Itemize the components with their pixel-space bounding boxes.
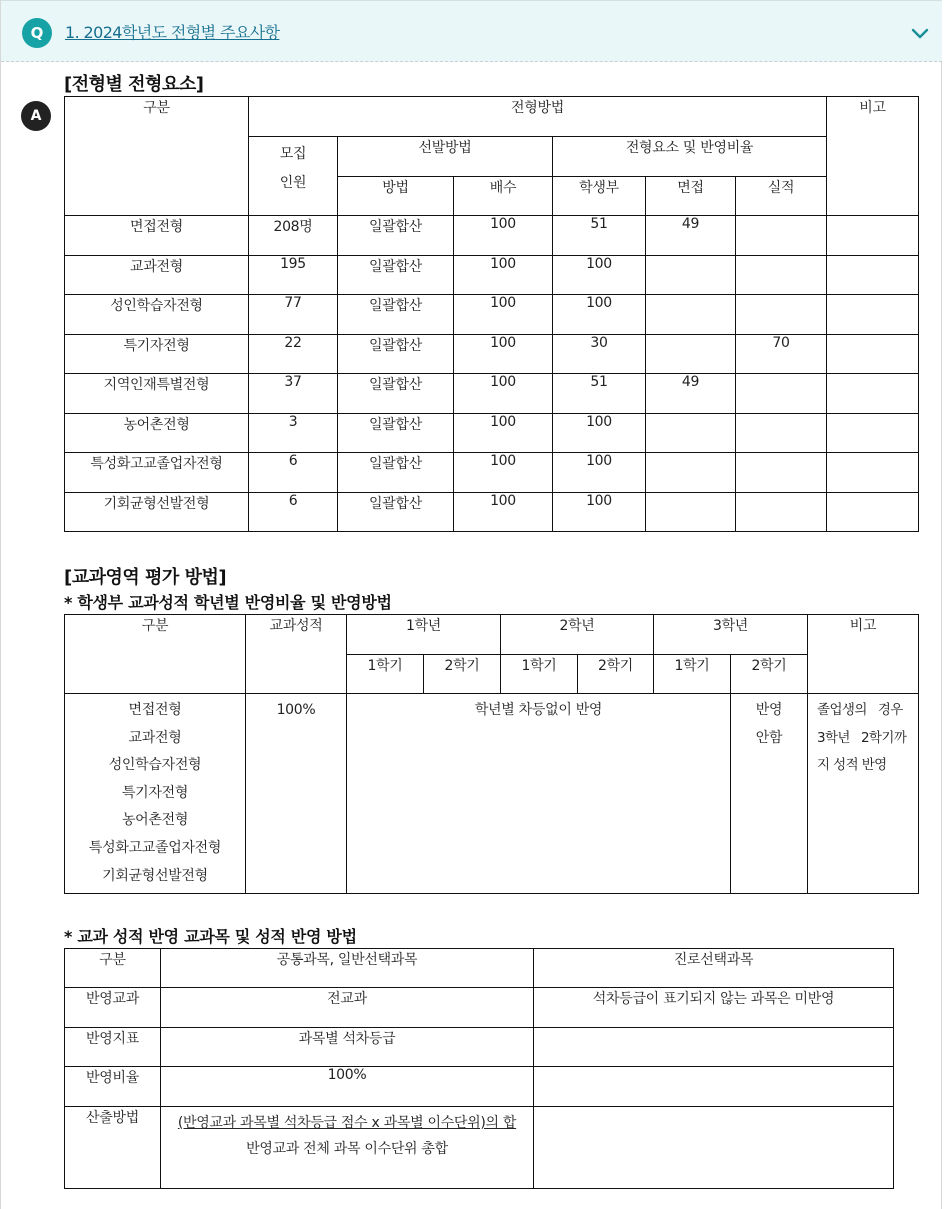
cell-record: 100 [553,295,646,335]
header-remarks: 비고 [827,97,919,216]
header-y1-sem1: 1학기 [347,655,424,694]
subject-method-table [64,948,894,1189]
table-row [65,414,919,453]
type-item: 특기자전형 [121,784,189,801]
header-y1-sem2: 2학기 [424,655,501,694]
cell-record: 51 [553,216,646,256]
cell-common: 전교과 [161,988,534,1028]
not-applied-line1: 반영 [755,702,783,718]
cell-common: 100% [161,1067,534,1107]
cell-remarks: 졸업생의 경우 3학년 2학기까지 성적 반영 [808,694,919,894]
header-common: 공통과목, 일반선택과목 [161,949,534,988]
cell-applied: 학년별 차등없이 반영 [347,694,731,894]
header-remarks: 비고 [808,615,919,694]
table-row [65,694,919,894]
cell-interview [646,414,736,453]
table-row [65,1028,894,1067]
admission-elements-table [64,96,919,532]
table-row [65,1107,894,1189]
chevron-down-icon[interactable] [909,22,931,44]
cell-method: 일괄합산 [338,453,454,493]
cell-multiple: 100 [454,414,553,453]
header-y2-sem2: 2학기 [578,655,654,694]
cell-label: 반영지표 [65,1028,161,1067]
type-item: 기회균형선발전형 [102,867,208,884]
cell-career [534,1107,894,1189]
section-heading-subject-evaluation: [교과영역 평가 방법] [64,567,227,588]
type-item: 농어촌전형 [121,812,189,829]
cell-achievement [736,216,827,256]
cell-interview: 49 [646,374,736,414]
question-header[interactable] [1,0,942,62]
cell-type: 교과전형 [65,256,249,295]
cell-career [534,1028,894,1067]
cell-count: 77 [249,295,338,335]
header-year3: 3학년 [654,615,808,655]
cell-method: 일괄합산 [338,216,454,256]
cell-achievement [736,295,827,335]
cell-count: 22 [249,335,338,374]
table-row [65,256,919,295]
cell-count: 6 [249,453,338,493]
header-school-record: 학생부 [553,177,646,216]
cell-method: 일괄합산 [338,295,454,335]
cell-common: 과목별 석차등급 [161,1028,534,1067]
header-interview: 면접 [646,177,736,216]
cell-achievement [736,256,827,295]
cell-remarks [827,335,919,374]
header-element-group: 전형요소 및 반영비율 [553,137,827,177]
section-heading-admission-elements: [전형별 전형요소] [64,74,204,95]
cell-career: 석차등급이 표기되지 않는 과목은 미반영 [534,988,894,1028]
cell-achievement [736,453,827,493]
cell-not-applied [731,694,808,894]
grade-ratio-table [64,614,919,894]
cell-multiple: 100 [454,216,553,256]
cell-count: 208명 [249,216,338,256]
cell-record: 30 [553,335,646,374]
cell-formula [161,1107,534,1189]
answer-badge: A [21,101,51,131]
cell-career [534,1067,894,1107]
not-applied-line2: 안함 [755,729,783,746]
cell-record: 100 [553,453,646,493]
cell-label: 반영교과 [65,988,161,1028]
cell-method: 일괄합산 [338,256,454,295]
cell-type: 지역인재특별전형 [65,374,249,414]
header-category: 구분 [65,615,246,694]
cell-admission-types [65,694,246,894]
cell-method: 일괄합산 [338,414,454,453]
header-year2: 2학년 [501,615,654,655]
cell-interview [646,256,736,295]
cell-multiple: 100 [454,295,553,335]
question-badge: Q [22,18,52,48]
header-y3-sem1: 1학기 [654,655,731,694]
header-y3-sem2: 2학기 [731,655,808,694]
cell-count: 6 [249,493,338,532]
cell-multiple: 100 [454,493,553,532]
cell-interview [646,493,736,532]
cell-multiple: 100 [454,374,553,414]
cell-method: 일괄합산 [338,493,454,532]
cell-multiple: 100 [454,335,553,374]
cell-count: 37 [249,374,338,414]
table-row [65,988,894,1028]
cell-remarks [827,216,919,256]
subheading-grade-ratio: * 학생부 교과성적 학년별 반영비율 및 반영방법 [64,593,392,612]
cell-multiple: 100 [454,453,553,493]
table-row [65,493,919,532]
header-selection-method: 방법 [338,177,454,216]
header-selection-group: 선발방법 [338,137,553,177]
cell-achievement: 70 [736,335,827,374]
header-career: 진로선택과목 [534,949,894,988]
formula-denominator: 반영교과 전체 과목 이수단위 총합 [246,1141,448,1157]
header-y2-sem1: 1학기 [501,655,578,694]
cell-label: 반영비율 [65,1067,161,1107]
cell-multiple: 100 [454,256,553,295]
cell-achievement [736,414,827,453]
subheading-subject-method: * 교과 성적 반영 교과목 및 성적 반영 방법 [64,927,357,946]
cell-type: 기회균형선발전형 [65,493,249,532]
cell-remarks [827,493,919,532]
header-grade-score: 교과성적 [246,615,347,694]
header-recruit-line1: 모집 [279,146,307,162]
cell-record: 100 [553,493,646,532]
cell-remarks [827,453,919,493]
cell-label: 산출방법 [65,1107,161,1189]
cell-record: 51 [553,374,646,414]
type-item: 특성화고교졸업자전형 [88,839,222,856]
table-row [65,295,919,335]
cell-type: 농어촌전형 [65,414,249,453]
cell-interview [646,335,736,374]
header-multiple: 배수 [454,177,553,216]
type-item: 교과전형 [128,729,182,746]
cell-count: 195 [249,256,338,295]
header-achievement: 실적 [736,177,827,216]
cell-record: 100 [553,414,646,453]
cell-type: 성인학습자전형 [65,295,249,335]
header-recruit-line2: 인원 [279,175,307,191]
cell-interview [646,453,736,493]
cell-remarks [827,414,919,453]
header-category: 구분 [65,97,249,216]
cell-achievement [736,374,827,414]
table-row [65,374,919,414]
header-recruit-count [249,137,338,216]
cell-achievement [736,493,827,532]
cell-type: 특성화고교졸업자전형 [65,453,249,493]
cell-ratio: 100% [246,694,347,894]
cell-count: 3 [249,414,338,453]
cell-remarks [827,374,919,414]
type-item: 면접전형 [128,702,182,718]
table-row [65,453,919,493]
cell-remarks [827,295,919,335]
question-title-link[interactable]: 1. 2024학년도 전형별 주요사항 [65,23,280,42]
cell-method: 일괄합산 [338,374,454,414]
cell-interview [646,295,736,335]
cell-interview: 49 [646,216,736,256]
table-row [65,335,919,374]
type-item: 성인학습자전형 [108,757,202,774]
cell-remarks [827,256,919,295]
header-year1: 1학년 [347,615,501,655]
header-category: 구분 [65,949,161,988]
cell-record: 100 [553,256,646,295]
formula-numerator: (반영교과 과목별 석차등급 점수 x 과목별 이수단위)의 합 [177,1115,517,1131]
table-row [65,1067,894,1107]
header-method-group: 전형방법 [249,97,827,137]
cell-type: 특기자전형 [65,335,249,374]
cell-method: 일괄합산 [338,335,454,374]
table-row [65,216,919,256]
cell-type: 면접전형 [65,216,249,256]
